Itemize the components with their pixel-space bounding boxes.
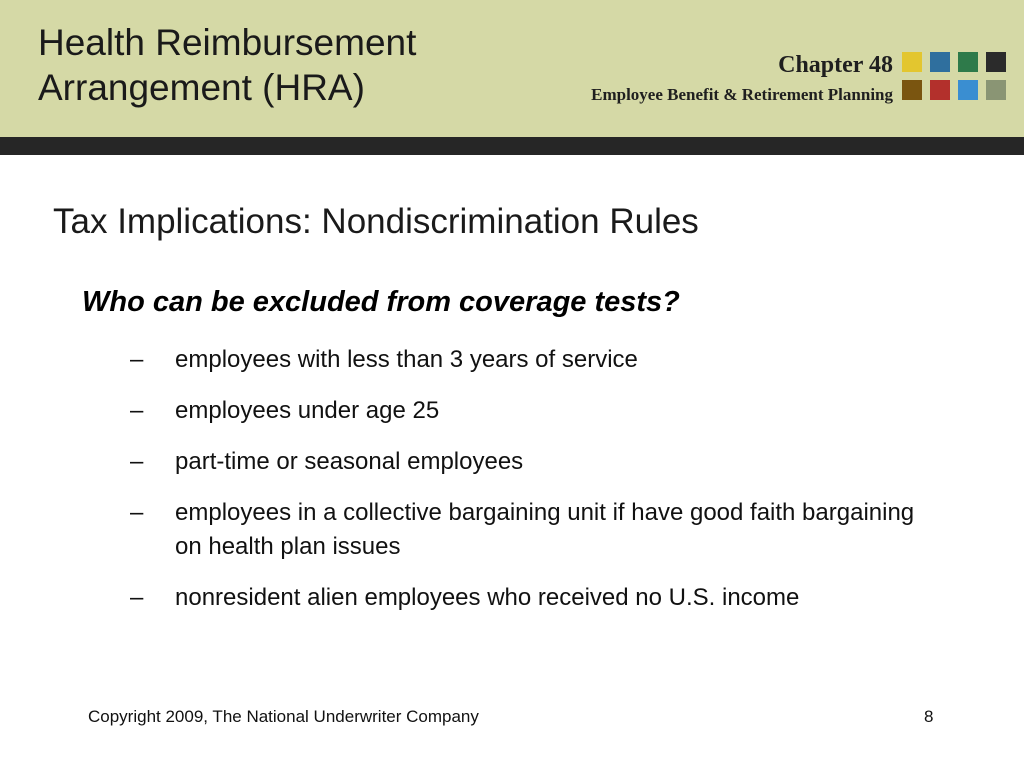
list-item bbox=[130, 496, 930, 564]
header-divider-bar bbox=[0, 137, 1024, 155]
slide-title: Tax Implications: Nondiscrimination Rules bbox=[53, 202, 699, 241]
list-item bbox=[130, 581, 930, 615]
color-square bbox=[958, 80, 978, 100]
header-banner bbox=[0, 0, 1024, 137]
chapter-label: Chapter 48 bbox=[778, 52, 893, 78]
list-item-text: nonresident alien employees who received no U.S. income bbox=[175, 584, 800, 611]
list-item-text: employees in a collective bargaining unit if have good faith bargaining on health plan issues bbox=[175, 499, 915, 560]
question-heading: Who can be excluded from coverage tests? bbox=[82, 286, 680, 318]
list-item bbox=[130, 343, 930, 377]
color-squares-decoration bbox=[902, 52, 1006, 102]
header-title-line2: Arrangement (HRA) bbox=[38, 67, 365, 108]
dash-marker: – bbox=[130, 499, 144, 526]
list-item-text: part-time or seasonal employees bbox=[175, 448, 524, 475]
dash-marker: – bbox=[130, 448, 144, 475]
color-square bbox=[986, 52, 1006, 72]
page-number: 8 bbox=[924, 707, 934, 726]
bullet-list bbox=[130, 343, 930, 632]
list-item bbox=[130, 394, 930, 428]
header-title-line1: Health Reimbursement bbox=[38, 22, 417, 63]
dash-marker: – bbox=[130, 346, 144, 373]
color-square bbox=[902, 80, 922, 100]
color-square bbox=[958, 52, 978, 72]
header-title bbox=[38, 20, 416, 110]
list-item-text: employees under age 25 bbox=[175, 397, 440, 424]
list-item bbox=[130, 445, 930, 479]
list-item-text: employees with less than 3 years of service bbox=[175, 346, 638, 373]
book-subtitle: Employee Benefit & Retirement Planning bbox=[591, 85, 893, 104]
color-square bbox=[902, 52, 922, 72]
dash-marker: – bbox=[130, 397, 144, 424]
color-square bbox=[986, 80, 1006, 100]
color-square bbox=[930, 80, 950, 100]
color-square bbox=[930, 52, 950, 72]
footer-copyright: Copyright 2009, The National Underwriter Company bbox=[88, 707, 479, 726]
dash-marker: – bbox=[130, 584, 144, 611]
